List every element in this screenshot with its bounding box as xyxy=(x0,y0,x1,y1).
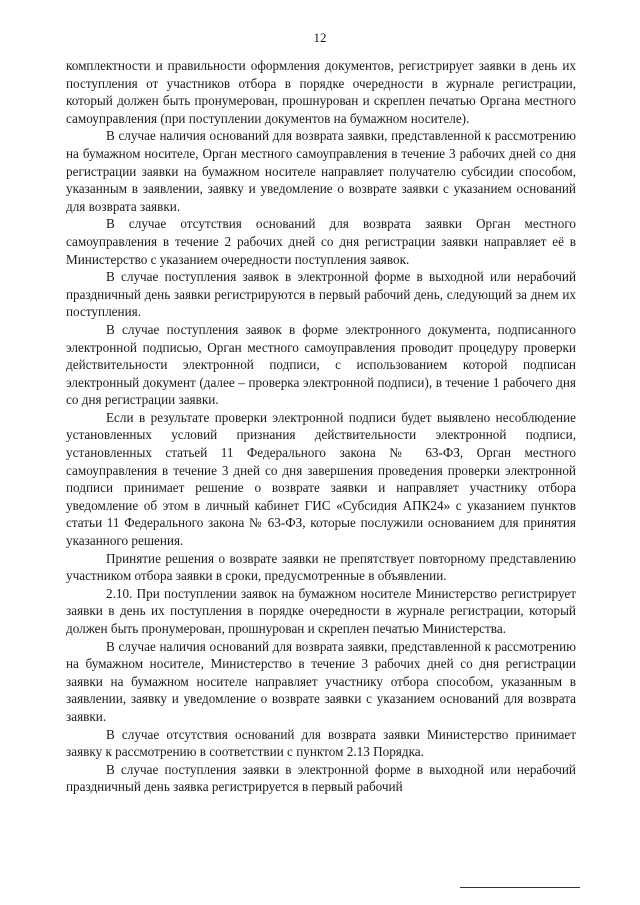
paragraph-8: 2.10. При поступлении заявок на бумажном носителе Министерство регистрирует заявки в день их поступления в порядке очередности в журнале регистрации, который должен быть пронумерован, прошнурован и скреплен печатью Министерства. xyxy=(66,585,576,636)
paragraph-9: В случае наличия оснований для возврата заявки, представленной к рассмотрению на бумажном носителе, Министерство в течение 3 рабочих дней со дня регистрации заявки на бумажном носителе направляет участнику отбора способом, указанным в заявлении, заявку и уведомление о возврате заявки с указанием оснований для возврата заявки. xyxy=(66,638,576,724)
page-number: 12 xyxy=(313,30,327,45)
paragraph-7: Принятие решения о возврате заявки не препятствует повторному представлению участником отбора заявки в сроки, предусмотренные в объявлении. xyxy=(66,550,576,584)
paragraph-10: В случае отсутствия оснований для возврата заявки Министерство принимает заявку к рассмотрению в соответствии с пунктом 2.13 Порядка. xyxy=(66,726,576,760)
page-divider xyxy=(460,887,580,888)
paragraph-4: В случае поступления заявок в электронной форме в выходной или нерабочий праздничный день заявки регистрируются в первый рабочий день, следующий за днем их поступления. xyxy=(66,269,576,320)
paragraph-3: В случае отсутствия оснований для возврата заявки Орган местного самоуправления в течение 2 рабочих дней со дня регистрации заявки направляет её в Министерство с указанием очередности поступления заявок. xyxy=(66,216,576,267)
paragraph-6: Если в результате проверки электронной подписи будет выявлено несоблюдение установленных условий признания действительности электронной подписи, установленных статьей 11 Федерального закона № 63-ФЗ, Орган местного самоуправления в течение 3 дней со дня завершения проведения проверки электронной подписи принимает решение о возврате заявки и направляет участнику отбора уведомление об этом в личный кабинет ГИС «Субсидия АПК24» с указанием пунктов статьи 11 Федерального закона № 63-ФЗ, которые послужили основанием для принятия указанного решения. xyxy=(66,409,576,549)
paragraph-11: В случае поступления заявки в электронной форме в выходной или нерабочий праздничный день заявка регистрируется в первый рабочий xyxy=(66,761,576,795)
paragraph-1: комплектности и правильности оформления документов, регистрирует заявки в день их поступления от участников отбора в порядке очередности в журнале регистрации, который должен быть пронумерован, прошнурован и скреплен печатью Органа местного самоуправления (при поступлении документов на бумажном носителе). xyxy=(66,58,576,126)
paragraph-2: В случае наличия оснований для возврата заявки, представленной к рассмотрению на бумажном носителе, Орган местного самоуправления в течение 3 рабочих дней со дня регистрации заявки на бумажном носителе направляет получателю субсидии способом, указанным в заявлении, заявку и уведомление о возврате заявки с указанием оснований для возврата заявки. xyxy=(66,128,576,214)
paragraph-5: В случае поступления заявок в форме электронного документа, подписанного электронной подписью, Орган местного самоуправления проводит процедуру проверки действительности электронной подписи, с использованием которой подписан электронный документ (далее – проверка электронной подписи), в течение 1 рабочего дня со дня регистрации заявки. xyxy=(66,321,576,408)
document-body xyxy=(66,57,576,796)
